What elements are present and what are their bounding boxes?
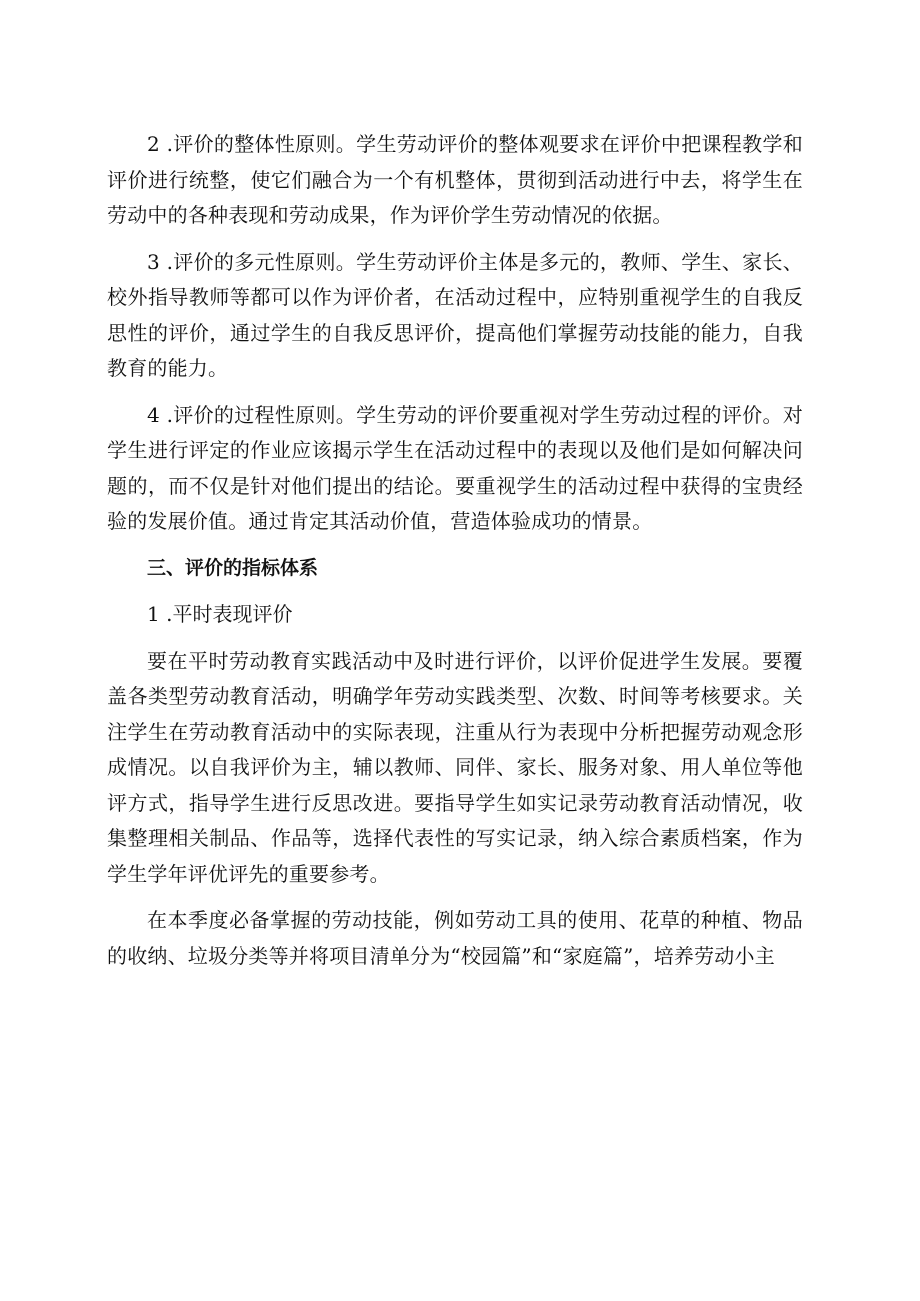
paragraph-principle-3: 3 .评价的多元性原则。学生劳动评价主体是多元的，教师、学生、家长、校外指导教师等都可以作为评价者，在活动过程中，应特别重视学生的自我反思性的评价，通过学生的自我反思评价，提高他们掌握劳动技能的能力，自我教育的能力。 xyxy=(107,249,803,380)
paragraph-labor-skills: 在本季度必备掌握的劳动技能，例如劳动工具的使用、花草的种植、物品的收纳、垃圾分类等并将项目清单分为“校园篇”和“家庭篇”，培养劳动小主 xyxy=(107,908,803,968)
document-page xyxy=(107,127,803,974)
paragraph-principle-4: 4 .评价的过程性原则。学生劳动的评价要重视对学生劳动过程的评价。对学生进行评定的作业应该揭示学生在活动过程中的表现以及他们是如何解决问题的，而不仅是针对他们提出的结论。要重视学生的活动过程中获得的宝贵经验的发展价值。通过肯定其活动价值，营造体验成功的情景。 xyxy=(107,402,803,533)
paragraph-principle-2: 2 .评价的整体性原则。学生劳动评价的整体观要求在评价中把课程教学和评价进行统整，使它们融合为一个有机整体，贯彻到活动进行中去，将学生在劳动中的各种表现和劳动成果，作为评价学生劳动情况的依据。 xyxy=(107,132,803,227)
paragraph-daily-evaluation: 要在平时劳动教育实践活动中及时进行评价，以评价促进学生发展。要覆盖各类型劳动教育活动，明确学年劳动实践类型、次数、时间等考核要求。关注学生在劳动教育活动中的实际表现，注重从行为表现中分析把握劳动观念形成情况。以自我评价为主，辅以教师、同伴、家长、服务对象、用人单位等他评方式，指导学生进行反思改进。要指导学生如实记录劳动教育活动情况，收集整理相关制品、作品等，选择代表性的写实记录，纳入综合素质档案，作为学生学年评优评先的重要参考。 xyxy=(107,648,803,886)
section-heading-indicator-system: 三、评价的指标体系 xyxy=(147,556,319,579)
subheading-daily-performance: 1 .平时表现评价 xyxy=(147,602,293,626)
